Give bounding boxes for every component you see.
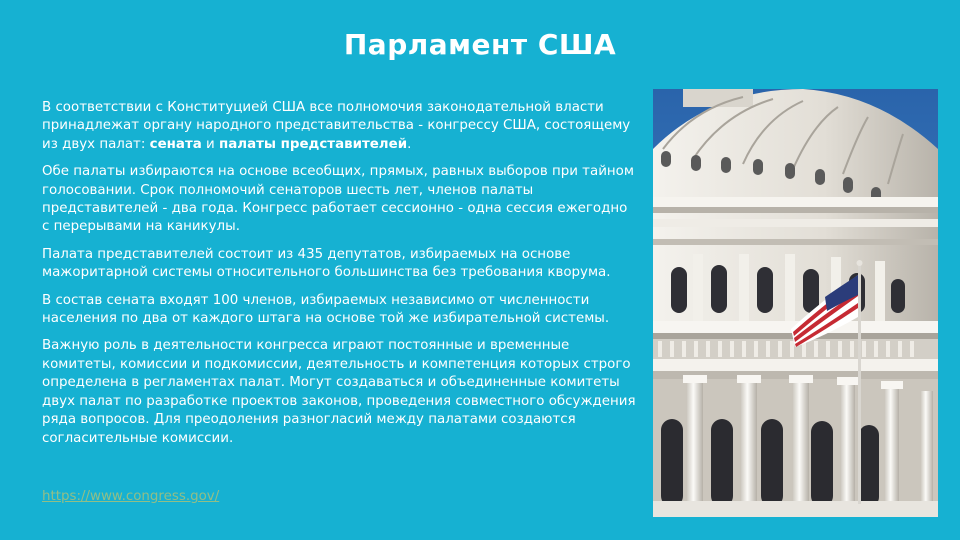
paragraph-senate: В состав сената входят 100 членов, избираемых независимо от численности населения по два от каждого штага на основе той же избирательной системы.	[42, 292, 610, 327]
us-capitol-dome-photo	[653, 89, 938, 517]
bold-house: палаты представителей	[218, 136, 408, 152]
slide-title: Парламент США	[343, 28, 617, 61]
paragraph-house: Палата представителей состоит из 435 депутатов, избираемых на основе мажоритарной системы относительного большинства без требования кворума.	[42, 246, 611, 281]
paragraph-congress	[42, 99, 637, 154]
slide-body-text	[42, 99, 637, 457]
paragraph-text: В соответствии с Конституцией США все полномочия законодательной власти принадлежат органу народного представительства - конгрессу США, состоящему из двух палат:	[42, 100, 631, 152]
bold-senate: сената	[149, 136, 202, 152]
paragraph-committees: Важную роль в деятельности конгресса играют постоянные и временные комитеты, комиссии и подкомиссии, деятельность и компетенция которых строго определена в регламентах палат. Могут создаваться и объединенные комитеты двух палат по разработке проектов законов, проведения совместного обсуждения ряда вопросов. Для преодоления разногласий между палатами создаются согласительные комиссии.	[42, 338, 636, 446]
paragraph-text: и	[201, 136, 219, 152]
congress-link[interactable]: https://www.congress.gov/	[42, 489, 220, 504]
paragraph-elections: Обе палаты избираются на основе всеобщих, прямых, равных выборов при тайном голосовании. Срок полномочий сенаторов шесть лет, членов палаты представителей - два года. Конгресс работает сессионно - одна сессия ежегодно с перерывами на каникулы.	[42, 164, 634, 235]
paragraph-text: .	[407, 136, 412, 152]
